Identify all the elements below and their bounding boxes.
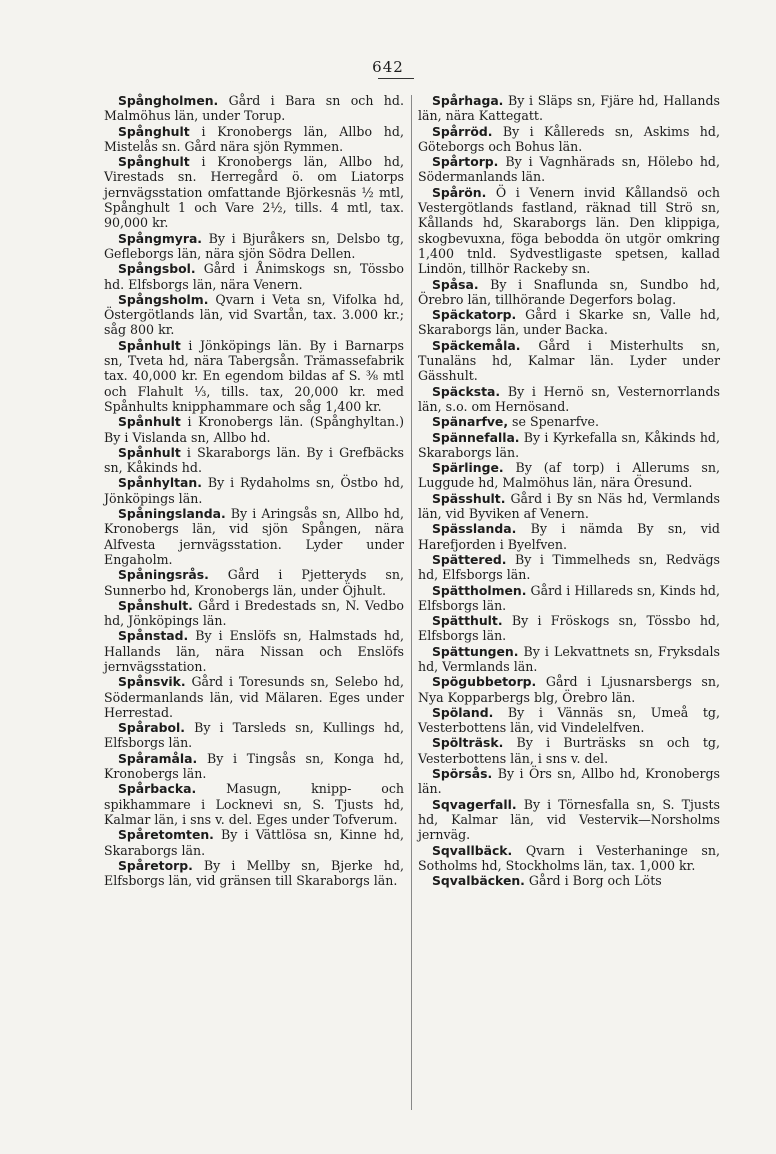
gazetteer-entry bbox=[418, 124, 720, 155]
entry-headword: Spånhult bbox=[118, 337, 181, 353]
entry-headword: Spättungen. bbox=[432, 643, 519, 659]
entry-description: By i Timmelheds sn, Redvägs hd, Elfsborgs län. bbox=[418, 551, 720, 583]
entry-headword: Spårtorp. bbox=[432, 154, 499, 170]
gazetteer-entry bbox=[418, 552, 720, 583]
gazetteer-entry bbox=[104, 93, 404, 124]
gazetteer-entry bbox=[418, 521, 720, 552]
gazetteer-entry bbox=[418, 154, 720, 185]
entry-description: By i Fröskogs sn, Tössbo hd, Elfsborgs län. bbox=[418, 613, 720, 644]
gazetteer-entry bbox=[104, 124, 404, 155]
gazetteer-entry bbox=[418, 873, 720, 888]
entry-description: Gård i Bredestads sn, N. Vedbo hd, Jönköpings län. bbox=[104, 597, 404, 629]
gazetteer-entry bbox=[418, 384, 720, 415]
gazetteer-entry bbox=[418, 705, 720, 736]
entry-headword: Spårabol. bbox=[118, 720, 185, 736]
entry-headword: Spåretomten. bbox=[118, 827, 214, 843]
entry-headword: Spånghult bbox=[118, 154, 190, 170]
entry-headword: Spänarfve, bbox=[432, 414, 509, 430]
gazetteer-entry bbox=[104, 506, 404, 567]
entry-headword: Spåningslanda. bbox=[118, 506, 226, 522]
gazetteer-entry bbox=[418, 185, 720, 277]
gazetteer-entry bbox=[418, 93, 720, 124]
entry-description: i Jönköpings län. By i Barnarps sn, Tveta hd, nära Tabergsån. Trämassefabrik tax. 40,000 kr. En egendom bildas af S. ⅜ mtl och Flahult ⅓, tills. tax, 20,000 kr. med Spånhults knipphammare och såg 1,400 kr. bbox=[104, 337, 404, 414]
entry-description: By i Släps sn, Fjäre hd, Hallands län, nära Kattegatt. bbox=[418, 93, 720, 124]
gazetteer-entry bbox=[418, 460, 720, 491]
gazetteer-entry bbox=[418, 414, 720, 429]
gazetteer-entry bbox=[104, 338, 404, 414]
gazetteer-entry bbox=[418, 735, 720, 766]
gazetteer-entry bbox=[418, 613, 720, 644]
entry-description: By i Tarsleds sn, Kullings hd, Elfsborgs län. bbox=[104, 720, 404, 751]
entry-headword: Spöland. bbox=[432, 704, 494, 720]
gazetteer-entry bbox=[418, 583, 720, 614]
entry-headword: Spångmyra. bbox=[118, 230, 203, 246]
entry-headword: Spånstad. bbox=[118, 628, 189, 644]
gazetteer-entry bbox=[104, 261, 404, 292]
entry-headword: Spånghult bbox=[118, 123, 190, 139]
entry-headword: Spörsås. bbox=[432, 766, 493, 782]
entry-description: By i Vagnhärads sn, Hölebo hd, Södermanlands län. bbox=[418, 154, 720, 185]
entry-description: By i Aringsås sn, Allbo hd, Kronobergs län, vid sjön Spången, nära Alfvesta jernvägsstation. Lyder under Engaholm. bbox=[104, 506, 404, 567]
entry-description: By i Enslöfs sn, Halmstads hd, Hallands län, nära Nissan och Enslöfs jernvägsstation. bbox=[104, 628, 404, 674]
entry-description: Gård i Misterhults sn, Tunaläns hd, Kalmar län. Lyder under Gässhult. bbox=[418, 337, 720, 384]
gazetteer-entry bbox=[104, 720, 404, 751]
entry-description: By i Kyrkefalla sn, Kåkinds hd, Skaraborgs län. bbox=[418, 429, 720, 460]
column-divider bbox=[411, 95, 412, 1110]
entry-description: Masugn, knipp- och spikhammare i Locknevi sn, S. Tjusts hd, Kalmar län, i sns v. del. Eges under Tofverum. bbox=[104, 781, 404, 827]
entry-description: Gård i By sn Näs hd, Vermlands län, vid Byviken af Venern. bbox=[418, 490, 720, 522]
entry-headword: Spåretorp. bbox=[118, 857, 193, 873]
gazetteer-entry bbox=[418, 674, 720, 705]
gazetteer-entry bbox=[104, 858, 404, 889]
entry-headword: Spättered. bbox=[432, 551, 507, 567]
entry-headword: Spårhaga. bbox=[432, 93, 504, 108]
entry-headword: Spårön. bbox=[432, 184, 487, 200]
entry-description: Gård i Borg och Löts bbox=[528, 873, 662, 889]
entry-description: By i Rydaholms sn, Östbo hd, Jönköpings län. bbox=[104, 475, 404, 506]
entry-description: By i Tingsås sn, Konga hd, Kronobergs län. bbox=[104, 750, 404, 782]
right-column bbox=[418, 93, 720, 888]
entry-description: i Skaraborgs län. By i Grefbäcks sn, Kåkinds hd. bbox=[104, 444, 404, 476]
entry-description: By (af torp) i Allerums sn, Luggude hd, Malmöhus län, nära Öresund. bbox=[418, 460, 720, 491]
gazetteer-entry bbox=[104, 445, 404, 476]
gazetteer-entry bbox=[104, 414, 404, 445]
entry-description: Qvarn i Veta sn, Vifolka hd, Östergötlands län, vid Svartån, tax. 3.000 kr.; såg 800 kr. bbox=[104, 291, 404, 338]
gazetteer-entry bbox=[104, 231, 404, 262]
entry-description: Gård i Pjetteryds sn, Sunnerbo hd, Kronobergs län, under Öjhult. bbox=[104, 567, 404, 598]
gazetteer-entry bbox=[418, 843, 720, 874]
entry-description: se Spenarfve. bbox=[512, 414, 599, 430]
gazetteer-entry bbox=[104, 827, 404, 858]
entry-description: Qvarn i Vesterhaninge sn, Sotholms hd, Stockholms län, tax. 1,000 kr. bbox=[418, 842, 720, 873]
entry-headword: Spättholmen. bbox=[432, 582, 527, 598]
gazetteer-entry bbox=[104, 628, 404, 674]
entry-description: By i Bjuråkers sn, Delsbo tg, Gefleborgs län, nära sjön Södra Dellen. bbox=[104, 230, 404, 261]
entry-description: By i Snaflunda sn, Sundbo hd, Örebro län, tillhörande Degerfors bolag. bbox=[418, 276, 720, 307]
gazetteer-entry bbox=[104, 781, 404, 827]
gazetteer-entry bbox=[104, 598, 404, 629]
gazetteer-entry bbox=[418, 277, 720, 308]
gazetteer-entry bbox=[418, 307, 720, 338]
entry-description: By i Lekvattnets sn, Fryksdals hd, Vermlands län. bbox=[418, 643, 720, 674]
entry-headword: Spårröd. bbox=[432, 123, 493, 139]
entry-headword: Spårbacka. bbox=[118, 781, 197, 797]
entry-headword: Sqvallbäck. bbox=[432, 842, 513, 858]
entry-description: By i Kållereds sn, Askims hd, Göteborgs och Bohus län. bbox=[418, 123, 720, 154]
entry-description: Gård i Bara sn och hd. Malmöhus län, under Torup. bbox=[104, 93, 404, 124]
entry-description: By i Burträsks sn och tg, Vesterbottens län, i sns v. del. bbox=[418, 735, 720, 766]
entry-headword: Spångsholm. bbox=[118, 291, 209, 307]
gazetteer-entry bbox=[104, 292, 404, 338]
entry-headword: Spännefalla. bbox=[432, 429, 520, 445]
entry-headword: Spånsvik. bbox=[118, 674, 186, 690]
gazetteer-entry bbox=[104, 475, 404, 506]
gazetteer-entry bbox=[104, 154, 404, 230]
entry-description: i Kronobergs län. (Spånghyltan.) By i Vislanda sn, Allbo hd. bbox=[104, 414, 404, 445]
left-column bbox=[104, 93, 404, 888]
gazetteer-entry bbox=[104, 751, 404, 782]
entry-headword: Späcksta. bbox=[432, 383, 501, 399]
entry-headword: Spånhult bbox=[118, 444, 181, 460]
entry-headword: Späckemåla. bbox=[432, 337, 521, 353]
entry-headword: Spånhult bbox=[118, 414, 181, 430]
entry-description: i Kronobergs län, Allbo hd, Mistelås sn. Gård nära sjön Rymmen. bbox=[104, 123, 404, 154]
gazetteer-entry bbox=[418, 338, 720, 384]
entry-description: By i nämda By sn, vid Harefjorden i Byelfven. bbox=[418, 521, 720, 552]
entry-headword: Spärlinge. bbox=[432, 460, 504, 476]
entry-headword: Spätthult. bbox=[432, 613, 503, 629]
entry-description: By i Vännäs sn, Umeå tg, Vesterbottens län, vid Vindelelfven. bbox=[418, 704, 720, 736]
page-number: 642 bbox=[372, 58, 404, 76]
entry-headword: Spånshult. bbox=[118, 597, 193, 613]
entry-description: Ö i Venern invid Kållandsö och Vestergötlands fastland, räknad till Strö sn, Kållands hd, Skaraborgs län. Den klippiga, skogbevuxna, föga bebodda ön utgör omkring 1,400 tnld. Sydvestligaste spetsen, kallad Lindön, tillhör Rackeby sn. bbox=[418, 184, 720, 277]
entry-headword: Spångholmen. bbox=[118, 93, 219, 108]
gazetteer-entry bbox=[418, 766, 720, 797]
gazetteer-entry bbox=[104, 567, 404, 598]
gazetteer-entry bbox=[418, 797, 720, 843]
entry-description: By i Vättlösa sn, Kinne hd, Skaraborgs län. bbox=[104, 827, 404, 858]
entry-headword: Sqvalbäcken. bbox=[432, 873, 525, 889]
entry-description: By i Örs sn, Allbo hd, Kronobergs län. bbox=[418, 766, 720, 797]
entry-description: Gård i Skarke sn, Valle hd, Skaraborgs län, under Backa. bbox=[418, 307, 720, 338]
page-number-rule bbox=[378, 78, 414, 79]
entry-description: Gård i Ånimskogs sn, Tössbo hd. Elfsborgs län, nära Venern. bbox=[104, 261, 404, 292]
entry-description: Gård i Toresunds sn, Selebo hd, Södermanlands län, vid Mälaren. Eges under Herrestad. bbox=[104, 674, 404, 720]
entry-headword: Spölträsk. bbox=[432, 735, 504, 751]
entry-headword: Spåningsrås. bbox=[118, 567, 209, 583]
gazetteer-entry bbox=[418, 491, 720, 522]
entry-description: By i Mellby sn, Bjerke hd, Elfsborgs län, vid gränsen till Skaraborgs län. bbox=[104, 857, 404, 889]
entry-headword: Spögubbetorp. bbox=[432, 674, 537, 690]
gazetteer-entry bbox=[104, 674, 404, 720]
entry-headword: Spåramåla. bbox=[118, 750, 198, 766]
entry-headword: Spånhyltan. bbox=[118, 475, 202, 491]
gazetteer-entry bbox=[418, 430, 720, 461]
entry-headword: Späckatorp. bbox=[432, 307, 517, 323]
entry-headword: Spässlanda. bbox=[432, 521, 517, 537]
entry-description: By i Törnesfalla sn, S. Tjusts hd, Kalmar län, vid Vestervik—Norsholms jernväg. bbox=[418, 796, 720, 843]
entry-headword: Sqvagerfall. bbox=[432, 796, 517, 812]
entry-description: Gård i Hillareds sn, Kinds hd, Elfsborgs län. bbox=[418, 582, 720, 613]
gazetteer-entry bbox=[418, 644, 720, 675]
entry-description: i Kronobergs län, Allbo hd, Virestads sn. Herregård ö. om Liatorps jernvägsstation omfattande Björkesnäs ½ mtl, Spånghult 1 och Vare 2½, tills. 4 mtl, tax. 90,000 kr. bbox=[104, 154, 404, 231]
entry-headword: Spåsa. bbox=[432, 276, 479, 292]
entry-headword: Spångsbol. bbox=[118, 261, 196, 277]
entry-description: Gård i Ljusnarsbergs sn, Nya Kopparbergs blg, Örebro län. bbox=[418, 674, 720, 705]
entry-headword: Spässhult. bbox=[432, 490, 506, 506]
entry-description: By i Hernö sn, Vesternorrlands län, s.o. om Hernösand. bbox=[418, 383, 720, 414]
